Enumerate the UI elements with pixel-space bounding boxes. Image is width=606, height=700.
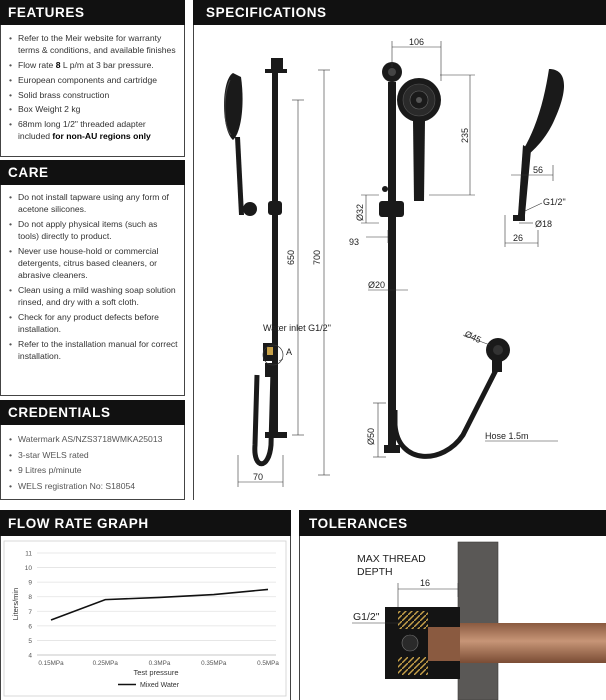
- specifications-header: [193, 0, 606, 25]
- care-item: • Never use house-hold or commercial detergents, citrus based cleaners, or abrasive cleaners.: [8, 245, 178, 282]
- features-title: FEATURES: [8, 5, 85, 20]
- care-title: CARE: [8, 165, 49, 180]
- dim-70: 70: [253, 472, 264, 482]
- handshower-side-view: [505, 69, 566, 247]
- features-item: • Refer to the Meir website for warranty terms & conditions, and available finishes: [8, 32, 178, 56]
- dim-d18: Ø18: [535, 219, 553, 229]
- features-panel: [0, 25, 185, 157]
- legend-label: Mixed Water: [140, 682, 180, 689]
- credentials-panel: [0, 425, 185, 500]
- care-item: • Do not apply physical items (such as tools) directly to product.: [8, 218, 178, 242]
- care-panel: [0, 185, 185, 396]
- dim-16: 16: [420, 578, 431, 588]
- features-item: • Box Weight 2 kg: [8, 103, 178, 115]
- y-tick-label: 6: [28, 623, 32, 631]
- dim-d45: Ø45: [463, 328, 483, 346]
- credentials-title: CREDENTIALS: [8, 405, 111, 420]
- care-item: • Clean using a mild washing soap solution rinsed, and dry with a soft cloth.: [8, 284, 178, 308]
- tolerances-g12: G1/2": [353, 611, 380, 623]
- dim-water-inlet: Water inlet G1/2": [263, 323, 331, 333]
- dim-106: 106: [409, 37, 425, 47]
- dim-650: 650: [286, 249, 296, 265]
- credentials-item: • Watermark AS/NZS3718WMKA25013: [8, 433, 178, 445]
- specifications-title: SPECIFICATIONS: [206, 5, 327, 20]
- front-view: [349, 37, 558, 457]
- tolerances-header: [299, 510, 606, 536]
- features-item: • European components and cartridge: [8, 74, 178, 86]
- flow-graph-header: [0, 510, 291, 536]
- features-item: • Solid brass construction: [8, 89, 178, 101]
- y-tick-label: 4: [28, 652, 32, 660]
- dim-26: 26: [513, 233, 524, 243]
- y-tick-label: 10: [24, 565, 32, 573]
- x-tick-label: 0.5MPa: [257, 660, 279, 667]
- features-list: [8, 32, 178, 143]
- credentials-item: • 9 Litres p/minute: [8, 464, 178, 476]
- tolerances-drawing: [300, 537, 606, 700]
- x-tick-label: 0.35MPa: [201, 660, 227, 667]
- features-item: • Flow rate 8 L p/m at 3 bar pressure.: [8, 59, 178, 71]
- max-thread-label: MAX THREAD: [357, 553, 426, 565]
- care-item: • Check for any product defects before installation.: [8, 311, 178, 335]
- flow-graph-title: FLOW RATE GRAPH: [8, 515, 149, 531]
- flow-rate-chart: [1, 537, 290, 700]
- y-tick-label: 5: [28, 637, 32, 645]
- y-tick-label: 8: [28, 594, 32, 602]
- care-header: [0, 160, 185, 185]
- features-header: [0, 0, 185, 25]
- wall: [458, 542, 498, 700]
- depth-label: DEPTH: [357, 566, 393, 578]
- care-item: • Do not install tapware using any form of acetone silicones.: [8, 191, 178, 215]
- specifications-drawing: [193, 25, 606, 500]
- dim-700: 700: [312, 249, 322, 265]
- x-axis-label: Test pressure: [133, 668, 179, 677]
- x-tick-label: 0.25MPa: [92, 660, 118, 667]
- y-tick-label: 9: [28, 579, 32, 587]
- credentials-header: [0, 400, 185, 425]
- side-view: [224, 58, 331, 487]
- dim-93: 93: [349, 237, 360, 247]
- care-list: [8, 191, 178, 363]
- credentials-item: • WELS registration No: S18054: [8, 480, 178, 492]
- dim-56: 56: [533, 165, 544, 175]
- dim-hose: Hose 1.5m: [485, 431, 529, 441]
- features-item: • 68mm long 1/2" threaded adapter included for non-AU regions only: [8, 118, 178, 142]
- copper-pipe: [458, 623, 606, 663]
- x-tick-label: 0.3MPa: [148, 660, 171, 667]
- care-item: • Refer to the installation manual for correct installation.: [8, 338, 178, 362]
- dim-a: A: [286, 347, 293, 357]
- y-tick-label: 11: [25, 550, 32, 558]
- y-tick-label: 7: [28, 608, 32, 616]
- dim-d20: Ø20: [368, 280, 386, 290]
- credentials-item: • 3-star WELS rated: [8, 449, 178, 461]
- dim-g12: G1/2": [543, 197, 566, 207]
- tolerances-title: TOLERANCES: [309, 515, 408, 531]
- dim-235: 235: [460, 127, 470, 143]
- x-tick-label: 0.15MPa: [38, 660, 64, 667]
- credentials-list: [8, 433, 178, 492]
- y-axis-label: Liters/min: [11, 587, 20, 621]
- dim-d32: Ø32: [355, 203, 365, 221]
- dim-d50: Ø50: [366, 427, 376, 445]
